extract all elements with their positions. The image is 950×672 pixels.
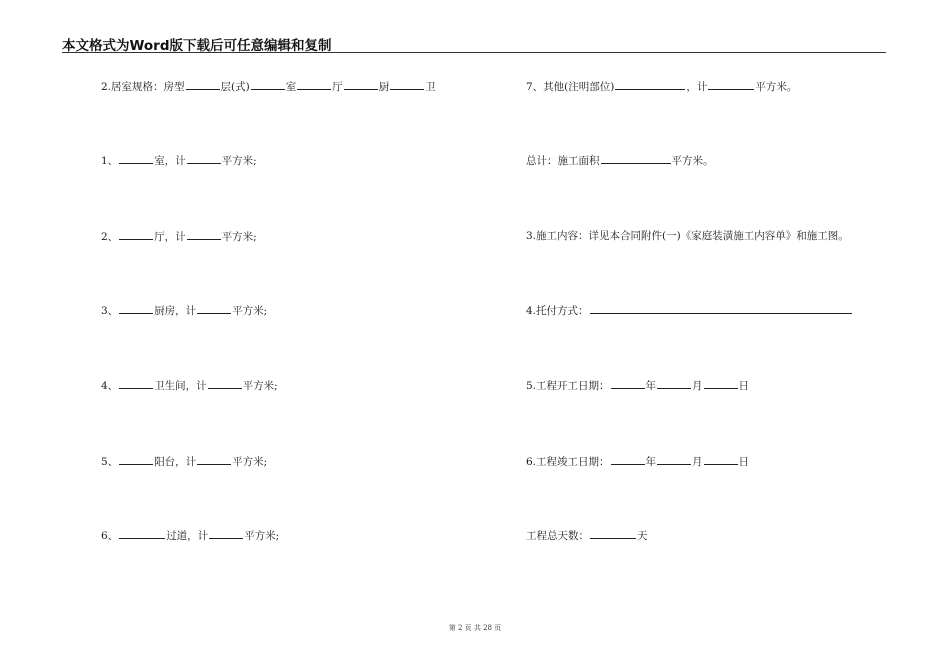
work-content-line: [526, 229, 849, 243]
blank-kitchens[interactable]: [344, 79, 378, 90]
blank-start-month[interactable]: [657, 378, 691, 389]
start-date-label: 5.工程开工日期：: [526, 380, 610, 392]
page-number: 第 2 页 共 28 页: [448, 624, 502, 632]
room-area-line-4: [101, 378, 278, 393]
blank-area[interactable]: [187, 229, 221, 240]
blank-entrust-method[interactable]: [590, 303, 852, 314]
room-area-line-2: [101, 229, 257, 244]
blank-halls[interactable]: [297, 79, 331, 90]
blank-count[interactable]: [119, 303, 153, 314]
item-label: 过道，计: [166, 530, 209, 542]
item-number: 6、: [101, 530, 119, 542]
room-area-line-5: [101, 454, 267, 469]
blank-area[interactable]: [209, 528, 243, 539]
end-date-label: 6.工程竣工日期：: [526, 456, 610, 468]
blank-total-area[interactable]: [601, 153, 671, 164]
day-label: 日: [738, 456, 750, 468]
room-area-line-1: [101, 153, 257, 168]
day-unit-label: 天: [637, 530, 648, 542]
item-number: 5、: [101, 456, 119, 468]
room-area-line-6: [101, 528, 279, 543]
work-content-text: 3.施工内容：详见本合同附件(一)《家庭装潢施工内容单》和施工图。: [526, 230, 849, 242]
total-area-line: [526, 153, 714, 168]
room-spec-line: [101, 79, 436, 94]
label-layer: 层(式): [220, 81, 250, 93]
blank-area[interactable]: [197, 303, 231, 314]
label-kitchen: 厨: [378, 81, 390, 93]
unit-label: 平方米;: [232, 456, 268, 468]
item-label: 厨房，计: [154, 305, 197, 317]
item-number: 2、: [101, 231, 119, 243]
item-label: 厅，计: [154, 231, 186, 243]
blank-start-year[interactable]: [611, 378, 645, 389]
blank-rooms[interactable]: [251, 79, 285, 90]
label-room: 室: [285, 81, 297, 93]
entrust-method-line: [526, 303, 853, 318]
start-date-line: [526, 378, 749, 393]
blank-count[interactable]: [119, 528, 165, 539]
blank-other-part[interactable]: [615, 79, 685, 90]
blank-start-day[interactable]: [704, 378, 738, 389]
blank-count[interactable]: [119, 229, 153, 240]
blank-total-days[interactable]: [590, 528, 636, 539]
unit-label: 平方米;: [221, 231, 257, 243]
item-label: 阳台，计: [154, 456, 197, 468]
item-label: 室，计: [154, 155, 186, 167]
unit-label: 平方米;: [221, 155, 257, 167]
blank-count[interactable]: [119, 454, 153, 465]
blank-area[interactable]: [187, 153, 221, 164]
year-label: 年: [645, 456, 657, 468]
item-number: 3、: [101, 305, 119, 317]
unit-label: 平方米;: [232, 305, 268, 317]
other-label: 7、其他(注明部位): [526, 81, 615, 93]
blank-other-area[interactable]: [708, 79, 754, 90]
month-label: 月: [692, 380, 703, 392]
room-area-line-3: [101, 303, 267, 318]
document-header-title: 本文格式为Word版下载后可任意编辑和复制: [62, 38, 332, 54]
blank-count[interactable]: [119, 378, 153, 389]
unit-label: 平方米;: [244, 530, 280, 542]
item-number: 4、: [101, 380, 119, 392]
blank-end-year[interactable]: [611, 454, 645, 465]
unit-label: 平方米。: [755, 81, 798, 93]
header-divider: [62, 52, 886, 53]
blank-count[interactable]: [119, 153, 153, 164]
unit-label: 平方米;: [242, 380, 278, 392]
blank-end-day[interactable]: [704, 454, 738, 465]
item-number: 1、: [101, 155, 119, 167]
blank-end-month[interactable]: [657, 454, 691, 465]
blank-area[interactable]: [208, 378, 242, 389]
blank-bathrooms[interactable]: [390, 79, 424, 90]
total-days-label: 工程总天数：: [526, 530, 589, 542]
other-area-line: [526, 79, 797, 94]
item-label: 卫生间，计: [154, 380, 207, 392]
total-label: 总计：施工面积: [526, 155, 600, 167]
end-date-line: [526, 454, 749, 469]
year-label: 年: [645, 380, 657, 392]
day-label: 日: [738, 380, 750, 392]
month-label: 月: [692, 456, 703, 468]
total-days-line: [526, 528, 648, 543]
blank-area[interactable]: [197, 454, 231, 465]
unit-label: 平方米。: [671, 155, 714, 167]
other-calc-label: ，计: [686, 81, 708, 93]
room-spec-label: 2.居室规格：房型: [101, 81, 185, 93]
blank-layers[interactable]: [186, 79, 220, 90]
label-bathroom: 卫: [425, 81, 436, 93]
entrust-method-label: 4.托付方式：: [526, 305, 589, 317]
label-hall: 厅: [332, 81, 343, 93]
